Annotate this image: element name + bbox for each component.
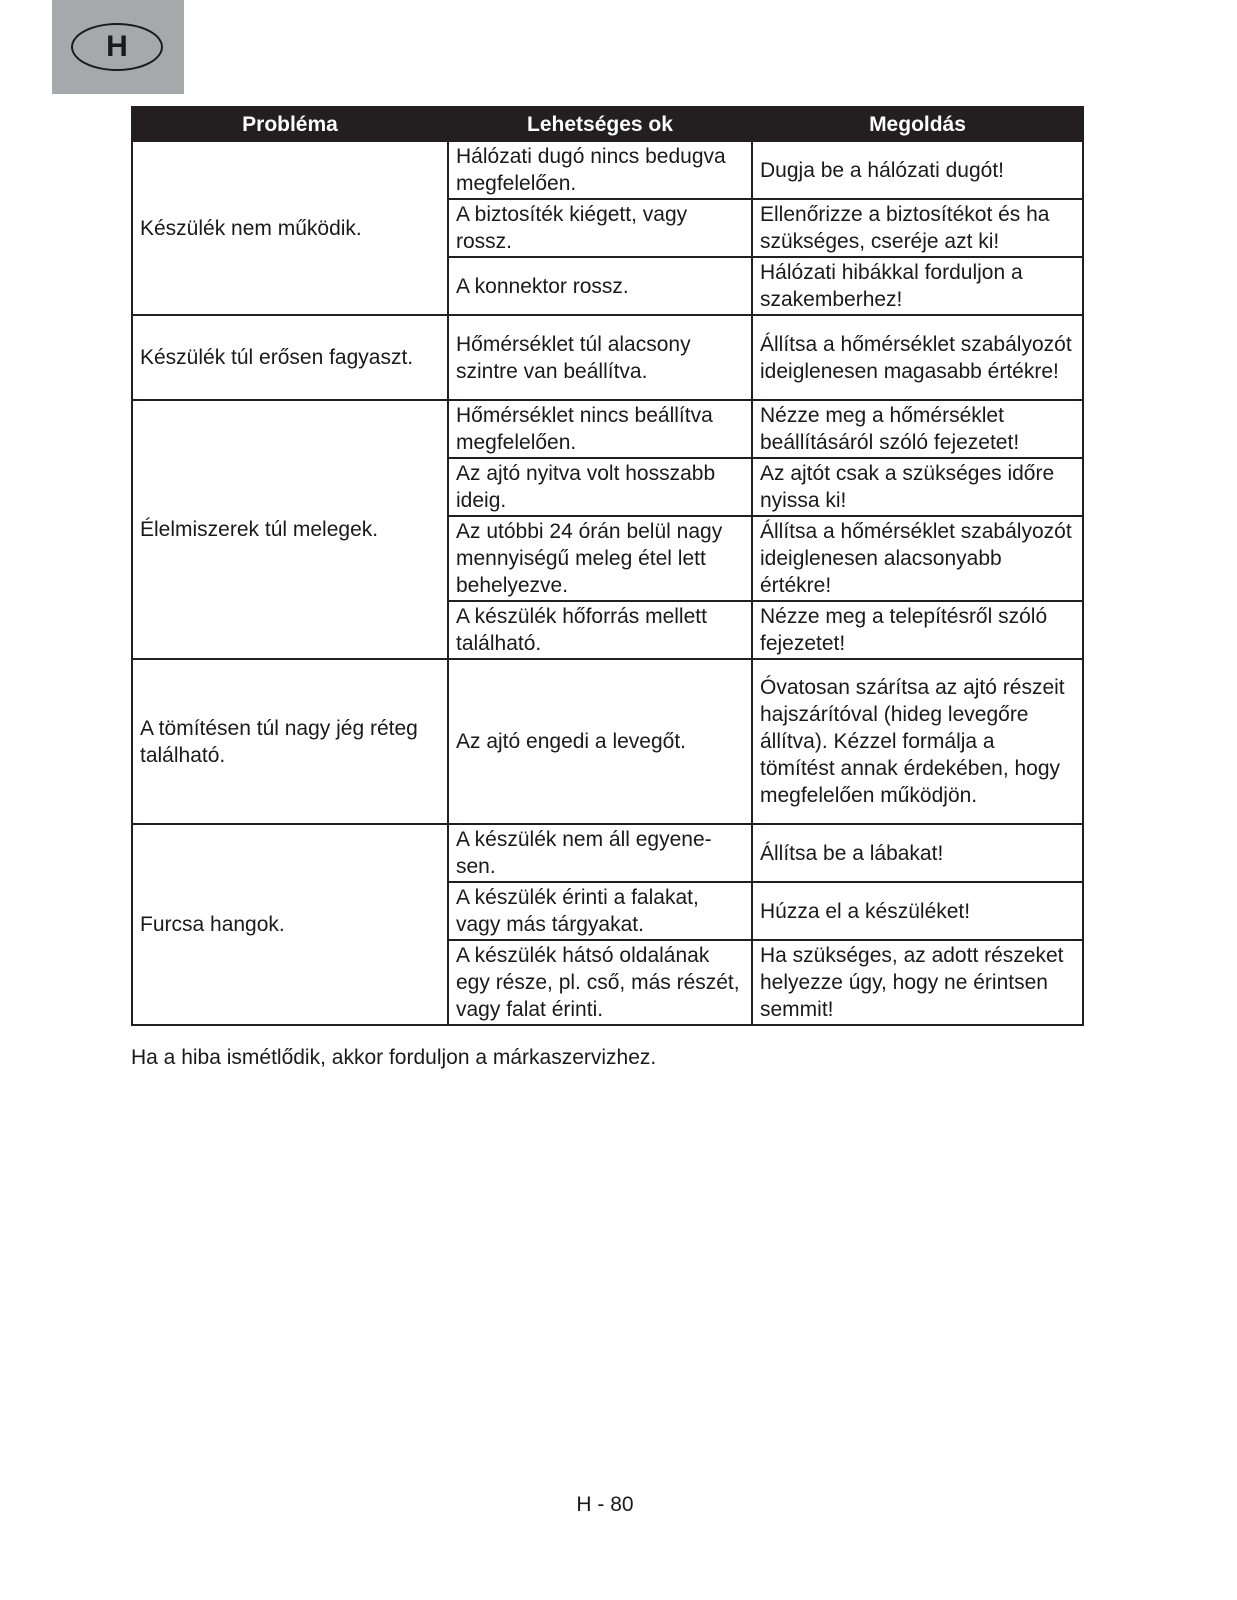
solution-cell: Dugja be a hálózati dugót! <box>752 141 1083 199</box>
solution-cell: Húzza el a készüléket! <box>752 882 1083 940</box>
solution-cell: Állítsa be a lábakat! <box>752 824 1083 882</box>
table-row <box>132 400 1083 458</box>
problem-cell: A tömítésen túl nagy jég réteg található. <box>132 659 448 824</box>
header-cause: Lehetséges ok <box>448 107 752 141</box>
solution-cell: Nézze meg a hőmérséklet beállításáról szóló fejezetet! <box>752 400 1083 458</box>
header-solution: Megoldás <box>752 107 1083 141</box>
solution-cell: Ellenőrizze a biztosítékot és ha szükséges, cseréje azt ki! <box>752 199 1083 257</box>
solution-cell: Állítsa a hőmérséklet szabályozót ideiglenesen magasabb értékre! <box>752 315 1083 400</box>
cause-cell: Hőmérséklet nincs beállítva megfelelően. <box>448 400 752 458</box>
cause-cell: A biztosíték kiégett, vagy rossz. <box>448 199 752 257</box>
cause-cell: A készülék nem áll egyene-sen. <box>448 824 752 882</box>
language-badge-label: H <box>71 23 163 71</box>
cause-cell: A konnektor rossz. <box>448 257 752 315</box>
solution-cell: Hálózati hibákkal forduljon a szakemberhez! <box>752 257 1083 315</box>
table-row <box>132 659 1083 824</box>
solution-cell: Óvatosan szárítsa az ajtó részeit hajszárítóval (hideg levegőre állítva). Kézzel formálja a tömítést annak érdekében, hogy megfelelően működjön. <box>752 659 1083 824</box>
solution-cell: Az ajtót csak a szükséges időre nyissa ki! <box>752 458 1083 516</box>
table-row <box>132 315 1083 400</box>
cause-cell: Az ajtó engedi a levegőt. <box>448 659 752 824</box>
problem-cell: Élelmiszerek túl melegek. <box>132 400 448 659</box>
cause-cell: Az ajtó nyitva volt hosszabb ideig. <box>448 458 752 516</box>
troubleshooting-table <box>131 106 1084 1026</box>
table-row <box>132 141 1083 199</box>
problem-cell: Készülék túl erősen fagyaszt. <box>132 315 448 400</box>
service-note: Ha a hiba ismétlődik, akkor forduljon a márkaszervizhez. <box>131 1046 657 1069</box>
page-number: H - 80 <box>576 1493 634 1516</box>
header-problem: Probléma <box>132 107 448 141</box>
language-badge <box>52 0 184 94</box>
solution-cell: Nézze meg a telepítésről szóló fejezetet! <box>752 601 1083 659</box>
cause-cell: Hőmérséklet túl alacsony szintre van beállítva. <box>448 315 752 400</box>
problem-cell: Készülék nem működik. <box>132 141 448 315</box>
solution-cell: Ha szükséges, az adott részeket helyezze úgy, hogy ne érintsen semmit! <box>752 940 1083 1025</box>
cause-cell: A készülék hátsó oldalának egy része, pl. cső, más részét, vagy falat érinti. <box>448 940 752 1025</box>
cause-cell: A készülék érinti a falakat, vagy más tárgyakat. <box>448 882 752 940</box>
cause-cell: Az utóbbi 24 órán belül nagy mennyiségű meleg étel lett behelyezve. <box>448 516 752 601</box>
cause-cell: A készülék hőforrás mellett található. <box>448 601 752 659</box>
table-header-row <box>132 107 1083 141</box>
solution-cell: Állítsa a hőmérséklet szabályozót ideiglenesen alacsonyabb értékre! <box>752 516 1083 601</box>
problem-cell: Furcsa hangok. <box>132 824 448 1025</box>
table-row <box>132 824 1083 882</box>
cause-cell: Hálózati dugó nincs bedugva megfelelően. <box>448 141 752 199</box>
